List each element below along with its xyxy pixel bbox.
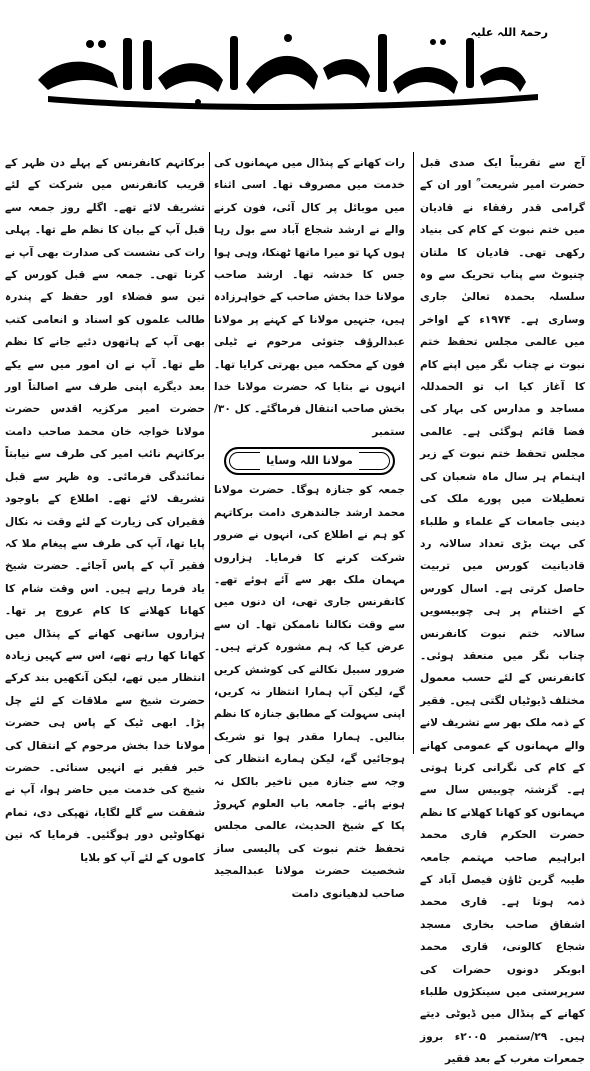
article-column-2 xyxy=(214,152,405,900)
article-column-3 xyxy=(5,152,205,864)
article-text: آج سے تقریباً ایک صدی قبل حضرت امیر شریعت ؒ اور ان کے گرامی قدر رفقاء نے قادیان میں ختم نبوت کے کام کی بنیاد رکھی تھی۔ قادیان کا ملتان چنیوٹ سے پناب تحریک سے وہ سلسلہ بحمدہ تعالیٰ جاری وساری ہے۔ ۱۹۷۴ء کے اواخر میں عالمی مجلس تحفظ ختم نبوت نے چناب نگر میں اپنے کام کا آغاز کیا اب تو الحمدللہ مساجد و مدارس کی بہار کی فضا قائم ہوگئی ہے۔ عالمی مجلس تحفظ ختم نبوت کے زیر اہتمام ہر سال ماہ شعبان کی تعطیلات میں پورے ملک کی دینی جامعات کے علماء و طلباء کی بہت بڑی تعداد سالانہ رد قادیانیت کورس میں تربیت حاصل کرتی ہے۔ اسال کورس کے اختتام پر ہی چوبیسویں سالانہ ختم نبوت کانفرنس چناب نگر میں منعقد ہوئی۔ کانفرنس کے لئے حسب معمول مختلف ڈیوٹیاں لگتی ہیں۔ فقیر کے ذمہ ملک بھر سے تشریف لانے والے مہمانوں کے عمومی کھانے کے کام کی نگرانی کرنا ہوتی ہے۔ گزشتہ چوبیس سال سے مہمانوں کو کھانا کھلانے کا نظم حضرت الحکرم قاری محمد ابراہیم صاحب مہتمم جامعہ طیبہ گرین ٹاؤن فیصل آباد کے ذمہ ہوتا ہے۔ قاری محمد اشفاق صاحب بخاری مسجد شجاع کالونی، قاری محمد ابوبکر دونوں حضرات کی سرپرستی میں سینکڑوں طلباء کھانے کے پنڈال میں ڈیوٹی دیتے ہیں۔ ۲۹/ستمبر ۲۰۰۵ء بروز جمعرات مغرب کے بعد فقیر xyxy=(420,157,585,1066)
author-byline-box xyxy=(224,447,395,475)
masthead-calligraphy-art xyxy=(18,18,574,110)
article-text: رات کھانے کے پنڈال میں مہمانوں کی خدمت میں مصروف تھا۔ اسی اثناء میں موبائل پر کال آئی، فون کرنے والے نے ارشد شجاع آباد سے بول رہا ہوں کہا تو میرا ماتھا ٹھنکا، وہی ہوا جس کا خدشہ تھا۔ ارشد صاحب مولانا خدا بخش صاحب کے خواہرزادہ ہیں، جنہیں مولانا کے کہنے پر مولانا عبدالرؤف جتوئی مرحوم نے ٹیلی فون کے محکمہ میں بھرتی کرایا تھا۔ انہوں نے بتایا کہ حضرت مولانا خدا بخش صاحب انتقال فرماگئے۔ کل ۳۰/ستمبر xyxy=(214,157,405,438)
article-text: جمعہ کو جنازہ ہوگا۔ حضرت مولانا محمد ارشد جالندھری دامت برکاتہم کو ہم نے اطلاع کی، انہوں نے ضرور شرکت کرنے کا فرمایا۔ ہزاروں مہمان ملک بھر سے آئے ہوئے تھے۔ کانفرنس جاری تھی، ان دنوں میں سے وقت نکالنا ناممکن تھا۔ ان سے عرض کیا کہ ہم مشورہ کرتے ہیں۔ ضرور سبیل نکالنے کی کوشش کریں گے، لیکن آپ ہمارا انتظار نہ کریں، اپنی سہولت کے مطابق جنازہ کا نظم بنالیں۔ ہمارا مقدر ہوا تو شریک ہوجائیں گے، لیکن ہمارے انتظار کی وجہ سے جنازہ میں تاخیر بالکل نہ ہونے پائے۔ جامعہ باب العلوم کہروڑ پکا کے شیخ الحدیث، عالمی مجلس تحفظ ختم نبوت کی پالیسی ساز شخصیت حضرت مولانا عبدالمجید صاحب لدھیانوی دامت xyxy=(214,484,405,900)
author-byline: مولانا اللہ وسایا xyxy=(260,450,359,472)
column-rule xyxy=(413,152,414,754)
masthead-calligraphy xyxy=(18,18,574,110)
article-column-1 xyxy=(420,152,585,1066)
masthead-honorific: رحمۃ اللہ علیہ xyxy=(470,26,548,39)
article-text: برکاتہم کانفرنس کے پہلے دن ظہر کے قریب کانفرنس میں شرکت کے لئے تشریف لائے تھے۔ اگلے روز جمعہ سے قبل آپ کے بیان کا نظم طے تھا۔ پہلی رات کی نشست کی صدارت بھی آپ نے کرنا تھی۔ جمعہ سے قبل کورس کے تین سو فضلاء اور حفظ کے پندرہ طالب علموں کو اسناد و انعامی کتب بھی آپ کے ہاتھوں دئیے جانے کا نظم طے تھا۔ آپ نے ان امور میں سے یکے بعد دیگرے اپنی طرف سے اصالتاً اور حضرت امیر مرکزیہ اقدس حضرت مولانا خواجہ خان محمد صاحب دامت برکاتہم نائب امیر کی طرف سے نیابتاً نمائندگی فرمائی۔ وہ ظہر سے قبل تشریف لائے تھے۔ اطلاع کے باوجود فقیران کی زیارت کے لئے وقت نہ نکال پایا تھا، آپ کی طرف سے پیغام ملا کہ فقیر آپ کے پاس آجائے۔ حضرت شیخ یاد فرما رہے ہیں۔ اس وقت شام کا کھانا کھلانے کا کام عروج پر تھا۔ ہزاروں ساتھی کھانے کے پنڈال میں کھانا کھا رہے تھے، اس سے کہیں زیادہ انتظار میں تھے، لیکن آنکھیں بند کرکے حضرت شیخ سے ملاقات کے لئے چل پڑا۔ ابھی ٹیک کے پاس ہی حضرت مولانا خدا بخش مرحوم کے انتقال کی خبر فقیر نے انہیں سنائی۔ حضرت شیخ کی خدمت میں حاضر ہوا، آپ نے شفقت سے گلے لگایا، تھپکی دی، تمام تھکاوٹیں دور ہوگئیں۔ فرمایا کہ تین کاموں کے لئے آپ کو بلایا xyxy=(5,157,205,864)
column-rule xyxy=(209,152,210,754)
